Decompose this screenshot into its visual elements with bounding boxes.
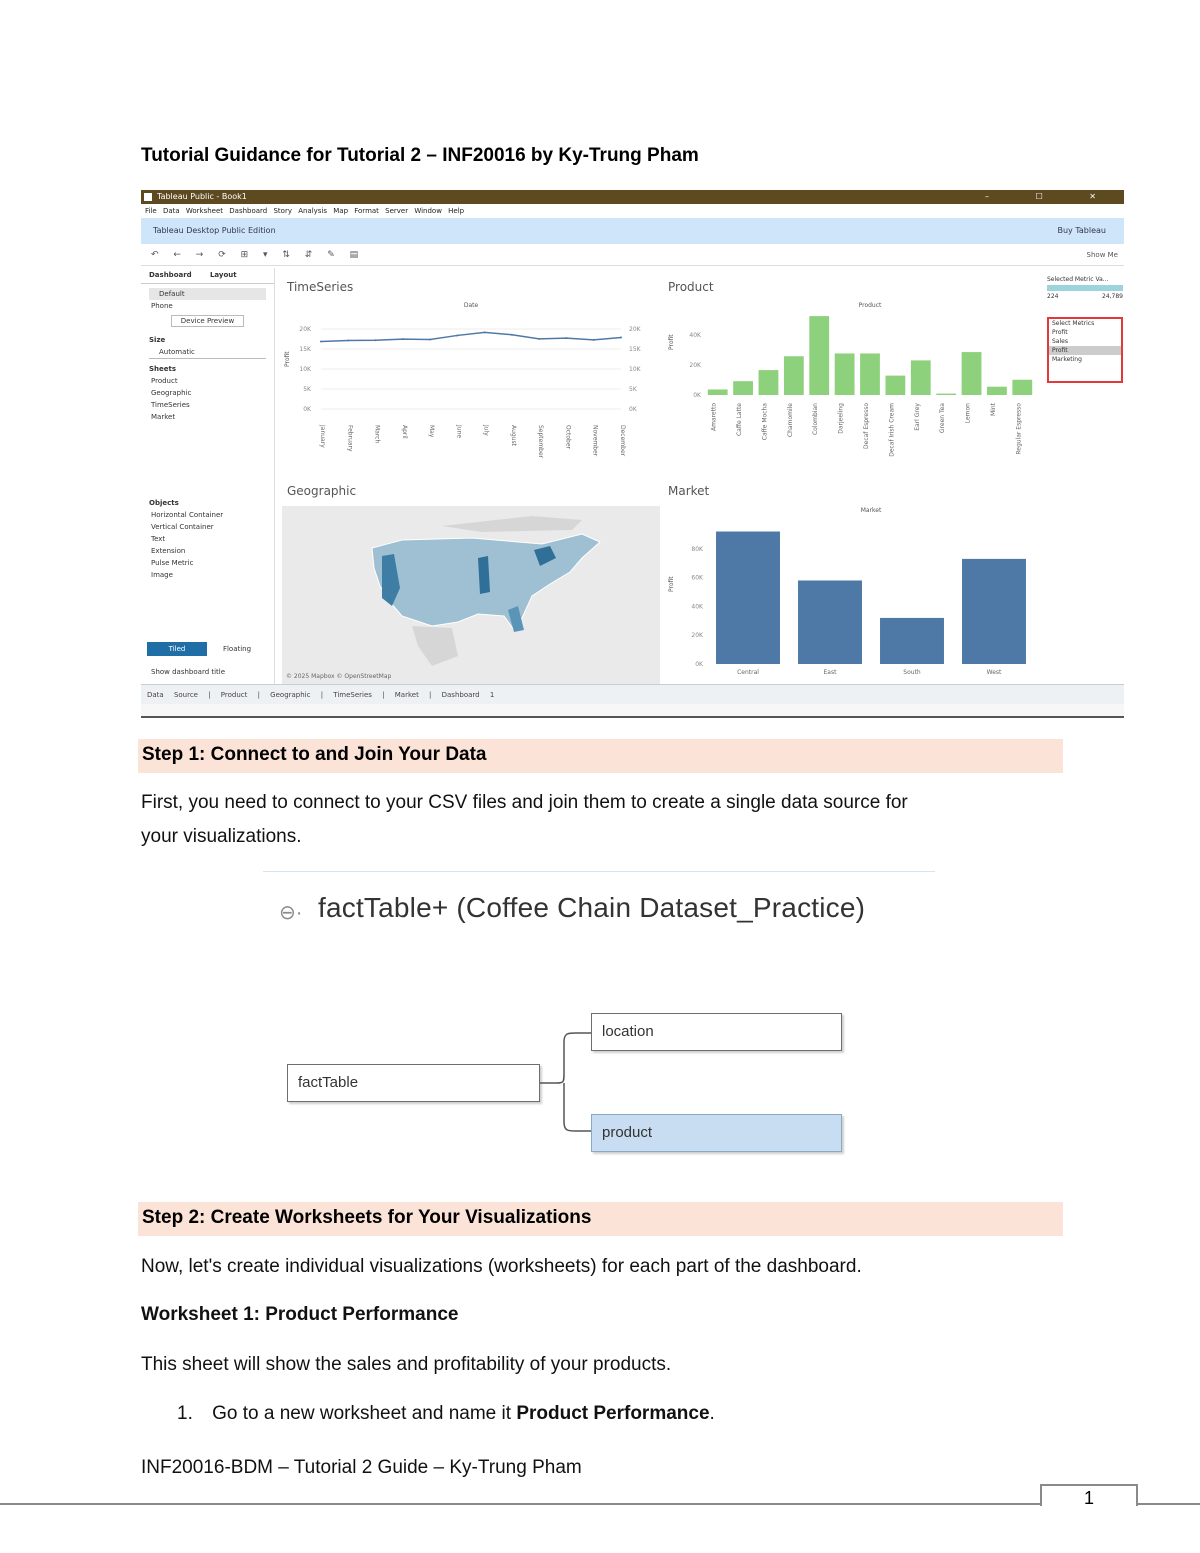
- product-x-label: Mint: [989, 403, 997, 416]
- product-x-label: Darjeeling: [837, 403, 845, 434]
- timeseries-point: [484, 331, 486, 333]
- product-x-label: Amaretto: [710, 403, 718, 432]
- parameter-option[interactable]: Sales: [1052, 338, 1068, 345]
- device-preview-button[interactable]: Device Preview: [171, 315, 244, 327]
- footer-rule: [0, 1503, 1200, 1505]
- panel-title-geographic: Geographic: [287, 484, 357, 498]
- product-bar: [784, 356, 804, 395]
- market-x-label: South: [903, 669, 921, 676]
- timeseries-point: [347, 340, 349, 342]
- timeseries-point: [456, 334, 458, 336]
- product-tick: 20K: [689, 362, 701, 369]
- timeseries-tick-right: 0K: [629, 406, 637, 413]
- join-connector: [540, 1030, 592, 1134]
- sheet-item[interactable]: Geographic: [151, 389, 192, 397]
- timeseries-tick-right: 20K: [629, 326, 641, 333]
- product-tick: 40K: [689, 332, 701, 339]
- timeseries-x-label: December: [619, 425, 626, 457]
- market-x-label: Central: [737, 669, 759, 676]
- product-table-box[interactable]: product: [591, 1114, 842, 1152]
- object-item[interactable]: Vertical Container: [151, 523, 214, 531]
- status-bar: [141, 704, 1124, 716]
- timeseries-x-label: February: [346, 425, 354, 452]
- product-bar: [936, 394, 956, 395]
- timeseries-point: [375, 339, 377, 341]
- device-default[interactable]: Default: [149, 288, 266, 300]
- product-x-label: Caffe Mocha: [761, 403, 769, 441]
- product-bar: [708, 389, 728, 395]
- fact-table-box[interactable]: factTable: [287, 1064, 540, 1102]
- product-x-label: Decaf Irish Cream: [888, 403, 896, 457]
- timeseries-x-label: November: [591, 425, 599, 457]
- objects-label: Objects: [149, 499, 179, 507]
- step2-heading: Step 2: Create Worksheets for Your Visualizations: [138, 1202, 1063, 1236]
- page-footer: INF20016-BDM – Tutorial 2 Guide – Ky-Trung Pham: [141, 1457, 582, 1478]
- panel-title-product: Product: [668, 280, 714, 294]
- select-metrics-parameter[interactable]: [1047, 317, 1123, 383]
- market-x-label: West: [986, 669, 1002, 676]
- sheet-item[interactable]: TimeSeries: [151, 401, 190, 409]
- market-bar: [880, 618, 944, 664]
- timeseries-x-label: January: [319, 425, 326, 448]
- timeseries-x-label: May: [428, 425, 436, 438]
- timeseries-x-label: October: [564, 425, 572, 450]
- timeseries-x-label: April: [400, 425, 408, 439]
- floating-option[interactable]: Floating: [222, 645, 252, 653]
- public-banner: [141, 218, 1124, 244]
- timeseries-x-label: August: [509, 425, 517, 446]
- dashboard-side-pane: [141, 268, 275, 684]
- sheet-item[interactable]: Product: [151, 377, 178, 385]
- timeseries-tick-left: 20K: [299, 326, 311, 333]
- object-item[interactable]: Text: [151, 535, 166, 543]
- list-bold-text: Product Performance: [516, 1403, 710, 1424]
- market-tick: 60K: [691, 574, 703, 582]
- object-item[interactable]: Pulse Metric: [151, 559, 194, 567]
- timeseries-point: [538, 338, 540, 340]
- product-x-label: Chamomile: [786, 403, 794, 438]
- product-bar: [835, 353, 855, 395]
- worksheet1-text: This sheet will show the sales and profitability of your products.: [141, 1354, 672, 1375]
- menu-bar[interactable]: File Data Worksheet Dashboard Story Analysis Map Format Server Window Help: [145, 207, 465, 215]
- market-tick: 0K: [695, 661, 703, 668]
- list-item: [177, 1397, 715, 1431]
- tiled-floating-toggle[interactable]: [147, 642, 267, 656]
- timeseries-tick-left: 10K: [299, 366, 311, 373]
- tab-dashboard[interactable]: Dashboard: [149, 271, 192, 279]
- market-axis-title: Market: [860, 507, 882, 514]
- market-tick: 20K: [691, 632, 703, 640]
- timeseries-tick-right: 5K: [629, 386, 637, 393]
- object-item[interactable]: Image: [151, 571, 173, 579]
- sheet-tabs[interactable]: Data Source | Product | Geographic | TimeSeries | Market | Dashboard 1: [147, 691, 495, 699]
- object-item[interactable]: Extension: [151, 547, 186, 555]
- product-bar: [911, 360, 931, 395]
- parameter-option[interactable]: Marketing: [1052, 356, 1082, 363]
- sheet-tabs-bar[interactable]: [141, 684, 1124, 704]
- product-axis-title: Product: [858, 302, 882, 309]
- public-edition-label: Tableau Desktop Public Edition: [153, 226, 276, 235]
- datasource-icon: ⊖·: [279, 902, 303, 924]
- market-bar: [716, 532, 780, 664]
- timeseries-ylabel: Profit: [284, 351, 291, 367]
- timeseries-x-label: July: [482, 425, 490, 436]
- product-x-label: Green Tea: [939, 403, 947, 434]
- product-chart: [663, 295, 1043, 485]
- product-bar: [809, 316, 829, 395]
- window-controls[interactable]: – ☐ ✕: [985, 192, 1118, 201]
- size-select[interactable]: Automatic: [149, 346, 266, 359]
- buy-tableau-link[interactable]: Buy Tableau: [1057, 226, 1106, 235]
- timeseries-x-label: September: [537, 425, 545, 459]
- product-x-label: Regular Espresso: [1015, 403, 1023, 455]
- object-item[interactable]: Horizontal Container: [151, 511, 224, 519]
- product-bar: [1012, 380, 1032, 395]
- timeseries-point: [593, 339, 595, 341]
- product-bar: [962, 352, 982, 395]
- step1-text-line1: First, you need to connect to your CSV files and join them to create a single data source for: [141, 792, 908, 813]
- timeseries-point: [511, 334, 513, 336]
- market-bar: [962, 559, 1026, 664]
- device-phone[interactable]: Phone: [151, 302, 173, 310]
- product-bar: [885, 376, 905, 395]
- product-bar: [759, 370, 779, 395]
- parameter-label: Select Metrics: [1052, 320, 1095, 327]
- product-ylabel: Profit: [668, 334, 675, 350]
- step2-text: Now, let's create individual visualizations (worksheets) for each part of the dashboard.: [141, 1256, 862, 1277]
- timeseries-tick-right: 15K: [629, 346, 641, 353]
- size-label: Size: [149, 336, 166, 344]
- join-line-location: [540, 1033, 591, 1083]
- show-me-button[interactable]: Show Me: [1086, 251, 1118, 259]
- timeseries-axis-title: Date: [463, 302, 479, 309]
- tableau-title-bar: [141, 190, 1124, 204]
- sheet-item[interactable]: Market: [151, 413, 176, 421]
- illinois-region: [478, 556, 490, 594]
- timeseries-tick-left: 15K: [299, 346, 311, 353]
- window-title: Tableau Public - Book1: [157, 192, 247, 201]
- timeseries-point: [402, 338, 404, 340]
- panel-title-market: Market: [668, 484, 710, 498]
- product-bar: [987, 387, 1007, 395]
- product-bar: [860, 353, 880, 395]
- timeseries-chart: [281, 295, 661, 485]
- timeseries-x-label: March: [373, 425, 381, 444]
- join-line-product: [564, 1083, 591, 1131]
- timeseries-point: [565, 337, 567, 339]
- parameter-option-selected[interactable]: Profit: [1049, 346, 1121, 355]
- timeseries-tick-left: 0K: [303, 406, 311, 413]
- panel-title-timeseries: TimeSeries: [287, 280, 354, 294]
- product-x-label: Decaf Espresso: [863, 403, 870, 449]
- product-tick: 0K: [693, 392, 701, 399]
- datasource-divider: [263, 871, 935, 872]
- product-x-label: Colombian: [812, 403, 820, 435]
- market-chart: [663, 500, 1043, 682]
- market-tick: 80K: [691, 545, 703, 553]
- tiled-option[interactable]: Tiled: [147, 642, 207, 656]
- parameter-option[interactable]: Profit: [1052, 329, 1068, 336]
- product-x-label: Caffe Latte: [736, 403, 744, 437]
- step1-text-line2: your visualizations.: [141, 826, 302, 847]
- timeseries-x-label: June: [455, 425, 463, 439]
- show-title-checkbox[interactable]: Show dashboard title: [151, 668, 226, 676]
- market-x-label: East: [823, 669, 837, 676]
- range-min: 224: [1047, 293, 1059, 300]
- location-table-box[interactable]: location: [591, 1013, 842, 1051]
- worksheet1-heading: Worksheet 1: Product Performance: [141, 1304, 459, 1325]
- tab-layout[interactable]: Layout: [209, 271, 237, 279]
- tableau-screenshot: [141, 190, 1124, 718]
- timeseries-line: [321, 332, 621, 341]
- list-text: Go to a new worksheet and name it: [212, 1403, 517, 1424]
- filter-title: Selected Metric Va...: [1047, 276, 1109, 283]
- product-x-label: Earl Grey: [913, 403, 921, 431]
- market-bar: [798, 580, 862, 664]
- range-max: 24,789: [1102, 293, 1123, 300]
- page-number: 1: [1040, 1484, 1138, 1506]
- timeseries-point: [429, 339, 431, 341]
- list-end: .: [709, 1403, 715, 1424]
- market-tick: 40K: [691, 603, 703, 611]
- sheets-label: Sheets: [149, 365, 177, 373]
- timeseries-point: [620, 336, 622, 338]
- toolbar-icons[interactable]: ↶ ← → ⟳ ⊞ ▾ ⇅ ⇵ ✎ ▤: [151, 250, 365, 260]
- timeseries-tick-right: 10K: [629, 366, 641, 373]
- list-number: 1.: [177, 1403, 193, 1424]
- timeseries-tick-left: 5K: [303, 386, 311, 393]
- product-bar: [733, 381, 753, 395]
- range-slider[interactable]: [1047, 285, 1123, 291]
- tableau-logo-icon: [144, 193, 152, 201]
- datasource-title[interactable]: factTable+ (Coffee Chain Dataset_Practice): [318, 892, 866, 923]
- step1-heading: Step 1: Connect to and Join Your Data: [138, 739, 1063, 773]
- range-labels: [1047, 293, 1123, 300]
- map-credit: © 2025 Mapbox © OpenStreetMap: [286, 673, 392, 680]
- geographic-map: [282, 506, 660, 684]
- selected-metric-filter[interactable]: [1047, 276, 1123, 300]
- market-ylabel: Profit: [668, 576, 675, 592]
- document-title: Tutorial Guidance for Tutorial 2 – INF20016 by Ky-Trung Pham: [141, 145, 699, 166]
- toolbar[interactable]: [141, 244, 1124, 266]
- product-x-label: Lemon: [964, 403, 972, 424]
- timeseries-point: [320, 341, 322, 343]
